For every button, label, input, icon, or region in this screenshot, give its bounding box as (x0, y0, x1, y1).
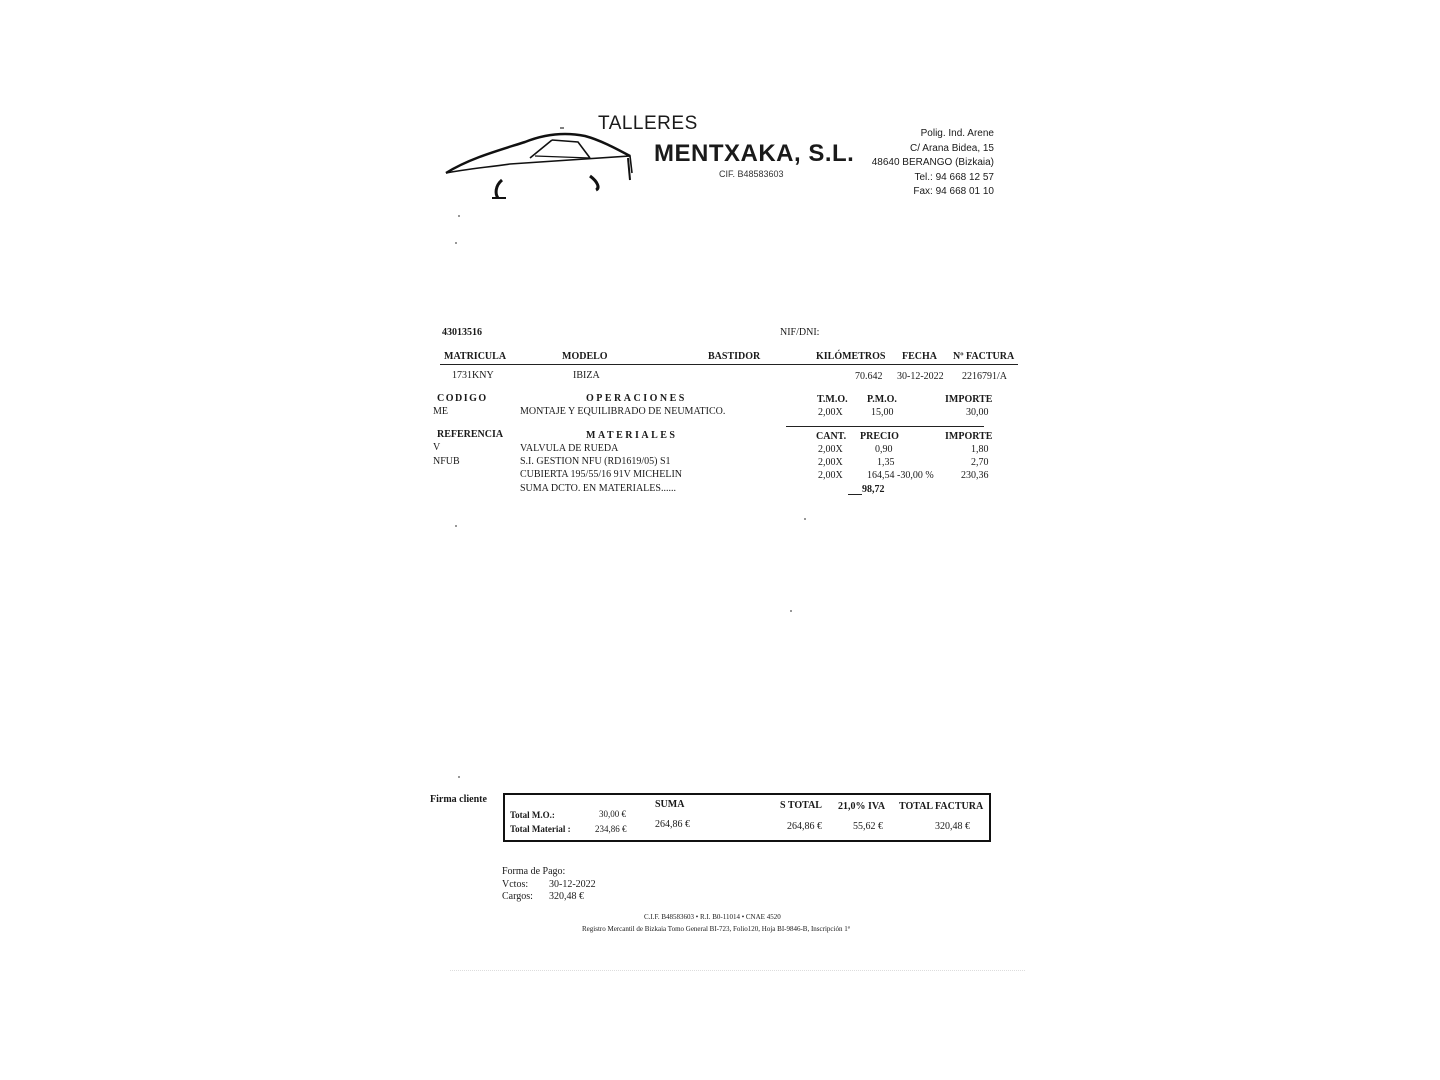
scan-speck (458, 776, 460, 778)
mat-cant: 2,00X (818, 457, 843, 468)
divider (848, 494, 862, 495)
iva-value: 55,62 € (853, 821, 883, 832)
op-desc: MONTAJE Y EQUILIBRADO DE NEUMATICO. (520, 406, 726, 417)
value-matricula: 1731KNY (452, 370, 494, 381)
payment-method-label: Forma de Pago: (502, 866, 566, 877)
header-kilometros: KILÓMETROS (816, 351, 886, 362)
mat-precio: 164,54 -30,00 % (867, 470, 934, 481)
scan-speck (458, 215, 460, 217)
mat-cant: 2,00X (818, 444, 843, 455)
cargos-label: Cargos: (502, 891, 533, 902)
mat-desc: S.I. GESTION NFU (RD1619/05) S1 (520, 456, 671, 467)
total-material-value: 234,86 € (595, 824, 627, 834)
client-number: 43013516 (442, 327, 482, 338)
header-cant: CANT. (816, 431, 847, 442)
suma-label: SUMA (655, 799, 685, 810)
header-factura: Nº FACTURA (953, 351, 1015, 362)
header-bastidor: BASTIDOR (708, 351, 761, 362)
discount-value: 98,72 (862, 484, 885, 495)
discount-label: SUMA DCTO. EN MATERIALES...... (520, 483, 676, 494)
header-pmo: P.M.O. (867, 394, 897, 405)
total-factura-value: 320,48 € (935, 821, 970, 832)
total-mo-label: Total M.O.: (510, 810, 555, 820)
address-line: Polig. Ind. Arene (920, 128, 994, 139)
header-importe-mat: IMPORTE (945, 431, 993, 442)
company-cif: CIF. B48583603 (719, 169, 784, 179)
address-line: C/ Arana Bidea, 15 (910, 142, 994, 154)
stotal-label: S TOTAL (780, 800, 822, 811)
header-importe-op: IMPORTE (945, 394, 993, 405)
header-matricula: MATRICULA (444, 351, 507, 362)
total-factura-label: TOTAL FACTURA (899, 801, 984, 812)
vctos-value: 30-12-2022 (549, 879, 596, 890)
op-tmo: 2,00X (818, 407, 843, 418)
address-line: Fax: 94 668 01 10 (913, 186, 994, 197)
mat-precio: 0,90 (875, 444, 893, 455)
address-line: 48640 BERANGO (Bizkaia) (871, 157, 994, 168)
company-name: MENTXAKA, S.L. (654, 140, 855, 167)
nif-label: NIF/DNI: (780, 327, 820, 338)
value-factura: 2216791/A (962, 371, 1007, 382)
total-mo-value: 30,00 € (599, 809, 626, 819)
company-talleres: TALLERES (598, 113, 698, 134)
mat-desc: CUBIERTA 195/55/16 91V MICHELIN (520, 469, 683, 480)
footer-line-2: Registro Mercantil de Bizkaia Tomo General BI-723, Folio120, Hoja BI-9846-B, Inscripción 1ª (582, 925, 850, 933)
bottom-edge (450, 970, 1025, 971)
op-importe: 30,00 (966, 407, 989, 418)
header-tmo: T.M.O. (817, 394, 848, 405)
divider (440, 364, 1018, 365)
mat-ref: NFUB (433, 456, 460, 467)
scan-speck (804, 518, 806, 520)
scan-speck (455, 525, 457, 527)
header-codigo: CODIGO (437, 393, 488, 404)
signature-label: Firma cliente (430, 794, 487, 805)
header-precio: PRECIO (860, 431, 899, 442)
mat-importe: 1,80 (971, 444, 989, 455)
iva-label: 21,0% IVA (838, 801, 886, 812)
divider (786, 426, 984, 427)
header-fecha: FECHA (902, 351, 937, 362)
company-address (862, 127, 994, 200)
suma-value: 264,86 € (655, 819, 690, 830)
header-referencia: REFERENCIA (437, 429, 504, 440)
op-codigo: ME (433, 406, 448, 417)
stotal-value: 264,86 € (787, 821, 822, 832)
mat-ref: V (433, 442, 441, 453)
header-materiales: MATERIALES (586, 430, 678, 441)
value-fecha: 30-12-2022 (897, 371, 944, 382)
cargos-value: 320,48 € (549, 891, 584, 902)
value-kilometros: 70.642 (855, 371, 883, 382)
header-operaciones: OPERACIONES (586, 393, 687, 404)
mat-precio: 1,35 (877, 457, 895, 468)
footer-line-1: C.I.F. B48583603 • R.I. B0-11014 • CNAE 4520 (644, 913, 781, 921)
value-modelo: IBIZA (573, 370, 600, 381)
header-modelo: MODELO (562, 351, 608, 362)
mat-importe: 2,70 (971, 457, 989, 468)
vctos-label: Vctos: (502, 879, 529, 890)
mat-importe: 230,36 (961, 470, 989, 481)
scan-speck (790, 610, 792, 612)
mat-cant: 2,00X (818, 470, 843, 481)
mat-desc: VALVULA DE RUEDA (520, 443, 619, 454)
op-pmo: 15,00 (871, 407, 894, 418)
total-material-label: Total Material : (510, 824, 571, 834)
address-line: Tel.: 94 668 12 57 (914, 171, 994, 183)
scan-speck (455, 242, 457, 244)
